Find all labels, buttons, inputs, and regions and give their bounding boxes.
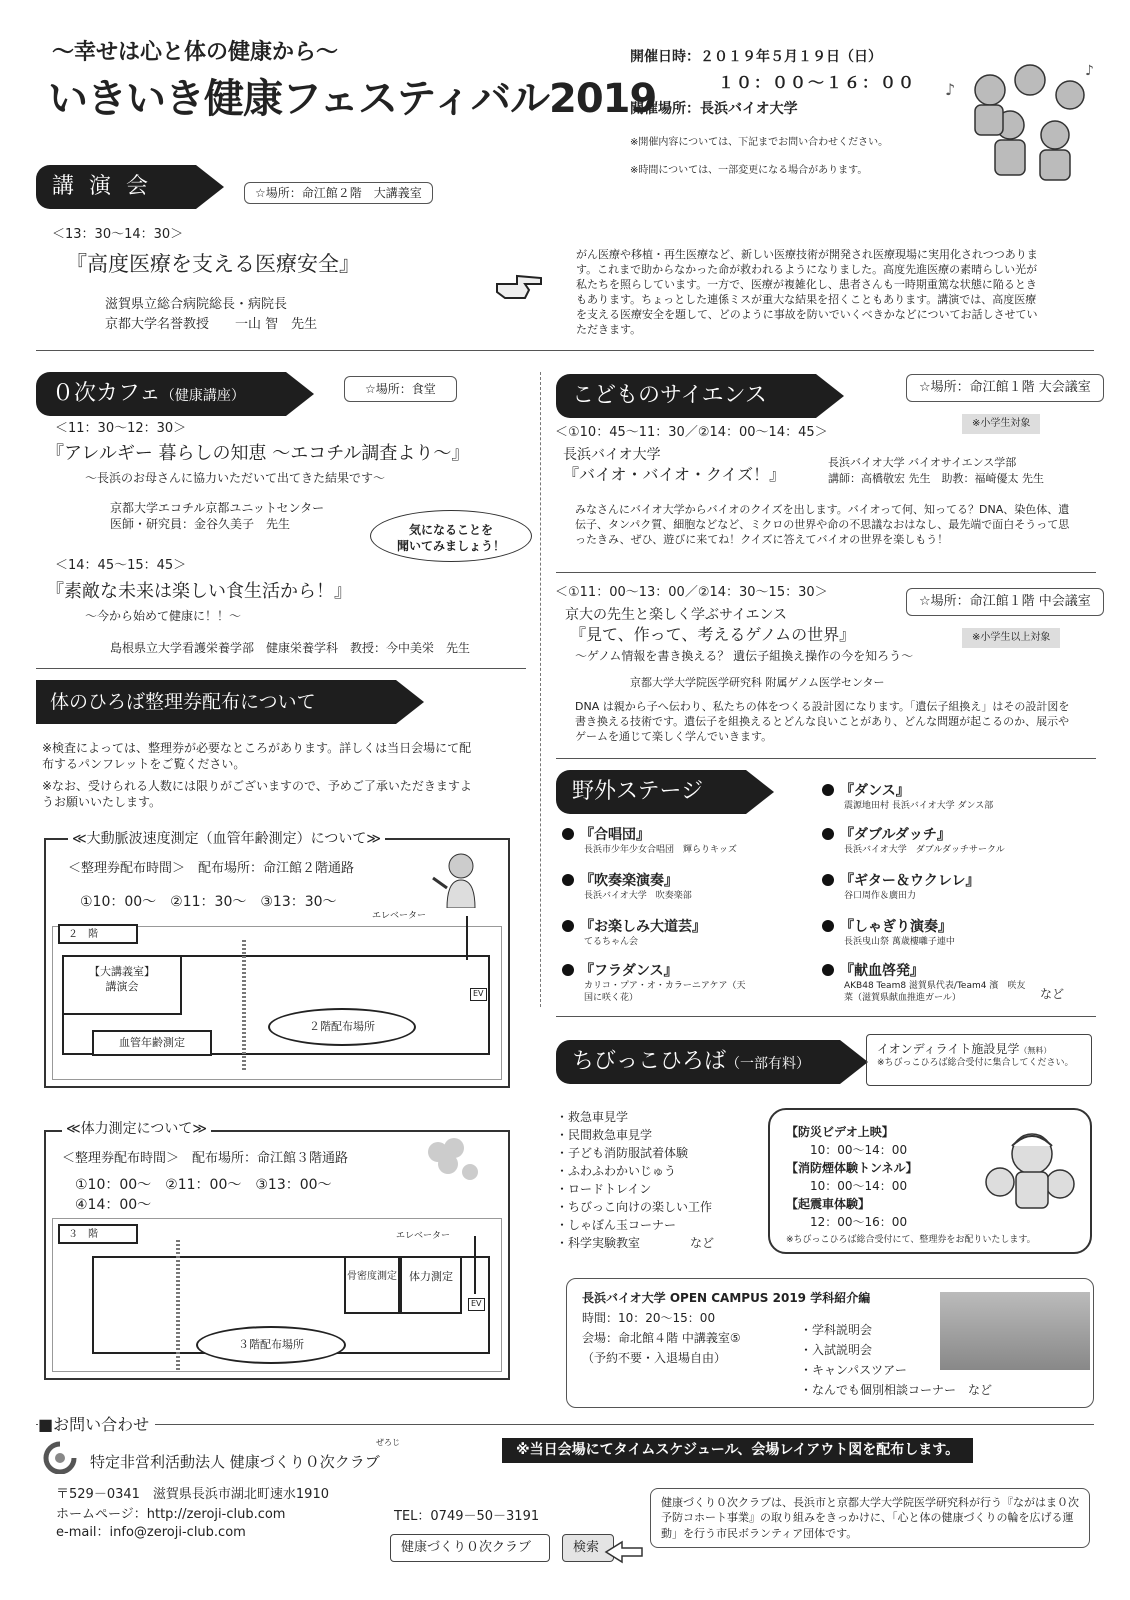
pwv-times: ①10：00～ ②11：30～ ③13：30～ xyxy=(80,894,337,910)
club-about: 健康づくり０次クラブは、長浜市と京都大学大学院医学研究科が行う『ながはま０次予防コホート事業』の取り組みをきっかけに、「心と体の健康づくりの輪を広げる運動」を行う市民ボランティア団体です。 xyxy=(650,1488,1090,1548)
speech-bubble: 気になることを 聞いてみましょう！ xyxy=(370,510,532,562)
stage-item-shagiri: 『しゃぎり演奏』 長浜曳山祭 萬歳樓囃子連中 xyxy=(822,918,955,949)
stage-tab: 野外ステージ xyxy=(556,770,746,814)
stage-item-street: 『お楽しみ大道芸』 てるちゃん会 xyxy=(562,918,706,949)
page-title: いきいき健康フェスティバル2019 xyxy=(48,76,657,122)
lecture-tab: 講 演 会 xyxy=(36,165,196,209)
lecture-title: 『高度医療を支える医療安全』 xyxy=(66,252,360,276)
ticket-note-1: ※検査によっては、整理券が必要なところがあります。詳しくは当日会場にて配布するパンフレットをご覧ください。 xyxy=(42,741,472,772)
floor-3-label: ３ 階 xyxy=(58,1224,138,1244)
kids-s1-dept: 長浜バイオ大学 バイオサイエンス学部 xyxy=(828,456,1017,469)
stage-item-chorus: 『合唱団』 長浜市少年少女合唱団 輝らりキッズ xyxy=(562,826,737,857)
fitness-times-2: ④14：00～ xyxy=(75,1197,152,1213)
room-vessel-age: 血管年齢測定 xyxy=(92,1030,212,1056)
room-lecture-hall: 【大講義室】 講演会 xyxy=(62,955,182,1015)
kids-s1-description: みなさんにバイオ大学からバイオのクイズを出します。バイオって何、知ってる？DNA、染色体、遺伝子、タンパク質、細胞などなど、ミクロの世界や命の不思議なおはなし、最先端で面白そうって思ったきみ、ぜひ、遊びに来てね！クイズに答えてバイオの世界を楽しもう！ xyxy=(575,503,1070,546)
event-date: 開催日時：２０１９年５月１９日（日） xyxy=(630,49,882,65)
room-fitness: 体力測定 xyxy=(400,1256,462,1314)
kids-s2-title: 『見て、作って、考えるゲノムの世界』 xyxy=(570,625,856,644)
stage-item-hula: 『フラダンス』 カリコ・プア・オ・カラーニアケア（天国に咲く花） xyxy=(562,962,754,1004)
list-item: ・科学実験教室 など xyxy=(556,1236,715,1250)
event-time: １０：００～１６：００ xyxy=(718,73,917,92)
list-item: ・キャンパスツアー xyxy=(800,1363,907,1377)
lecture-description: がん医療や移植・再生医療など、新しい医療技術が開発され医療現場に実用化されつつあります。これまで助からなかった命が救われるようになりました。高度先進医療の素晴らしい光が私たちを照らしています。一方で、医療が複雑化し、患者さんも一時期重篤な状態に陥るときもあります。ちょっとした連係ミスが重大な結果を招くこともあります。講演では、高度医療を支える医療安全を題して、どのように事故を防いでいくべきかなどについてお話しさせていただきます。 xyxy=(576,248,1038,336)
kids-s1-title: 『バイオ・バイオ・クイズ！』 xyxy=(563,465,786,484)
lecture-location: ☆場所：命江館２階 大講義室 xyxy=(244,182,433,204)
cafe-s1-person: 医師・研究員：金谷久美子 先生 xyxy=(110,517,291,531)
lecture-speaker-2: 京都大学名誉教授 一山 智 先生 xyxy=(105,317,318,332)
elevator-label-3: エレベーター xyxy=(396,1231,451,1241)
header-note-1: ※開催内容については、下記までお問い合わせください。 xyxy=(630,137,889,148)
kids-s2-time: ＜①11：00～13：00／②14：30～15：30＞ xyxy=(555,585,828,600)
search-button[interactable]: 検索 xyxy=(562,1534,614,1562)
list-item: ・ふわふわかいじゅう xyxy=(556,1164,677,1178)
org-ruby: ぜろじ xyxy=(376,1438,400,1447)
cafe-location: ☆場所：食堂 xyxy=(344,376,457,402)
list-item: ・なんでも個別相談コーナー など xyxy=(800,1383,993,1397)
contact-email[interactable]: e-mail：info@zeroji-club.com xyxy=(56,1525,246,1540)
cafe-s2-title: 『素敵な未来は楽しい食生活から！』 xyxy=(46,581,352,602)
contact-tel: TEL：0749－50－3191 xyxy=(394,1509,540,1524)
distribution-area-2: ２階配布場所 xyxy=(268,1008,416,1046)
ticket-note-2: ※なお、受けられる人数には限りがございますので、予めご了承いただきますようお願いいたします。 xyxy=(42,779,472,810)
cafe-s1-org: 京都大学エコチル京都ユニットセンター xyxy=(110,501,325,515)
stage-item-brass: 『吹奏楽演奏』 長浜バイオ大学 吹奏楽部 xyxy=(562,872,692,903)
program-note: ※ちびっこひろば総合受付にて、整理券をお配りいたします。 xyxy=(786,1235,1036,1245)
elevator-label-2: エレベーター xyxy=(372,911,427,921)
stage-etc: など xyxy=(1040,987,1065,1001)
campus-venue: 会場：命北館４階 中講義室⑤ xyxy=(582,1331,741,1345)
club-logo xyxy=(40,1440,80,1474)
list-item: ・救急車見学 xyxy=(556,1110,629,1124)
svg-text:♪: ♪ xyxy=(1085,63,1094,79)
lecture-time: ＜13：30～14：30＞ xyxy=(52,227,184,242)
chibikko-list xyxy=(556,1108,714,1252)
cafe-s2-person: 島根県立大学看護栄養学部 健康栄養学科 教授：今中美栄 先生 xyxy=(110,641,471,655)
floor-2-label: ２ 階 xyxy=(58,924,138,944)
kids-s1-org: 長浜バイオ大学 xyxy=(563,447,661,463)
svg-text:♪: ♪ xyxy=(945,80,956,99)
cafe-s1-title: 『アレルギー 暮らしの知恵 ～エコチル調査より～』 xyxy=(46,443,470,464)
woman-pointing-illustration xyxy=(425,848,485,908)
ev-label-3: EV xyxy=(468,1298,485,1311)
cafe-s1-time: ＜11：30～12：30＞ xyxy=(55,421,187,436)
chibikko-tab: ちびっこひろば（一部有料） xyxy=(556,1040,840,1084)
list-item: ・入試説明会 xyxy=(800,1343,873,1357)
pointing-hand-icon xyxy=(495,268,543,304)
list-item: ・ちびっこ向けの楽しい工作 xyxy=(556,1200,713,1214)
fitness-distribution: ＜整理券配布時間＞ 配布場所：命江館３階通路 xyxy=(62,1151,349,1166)
cafe-tab: ０次カフェ（健康講座） xyxy=(36,372,286,416)
kids-s2-person: 京都大学大学院医学研究科 附属ゲノム医学センター xyxy=(630,676,885,689)
kids-location-1: ☆場所：命江館１階 大会議室 xyxy=(906,374,1104,402)
stage-item-doubledutch: 『ダブルダッチ』 長浜バイオ大学 ダブルダッチサークル xyxy=(822,826,1005,857)
lecture-speaker-1: 滋賀県立総合病院総長・病院長 xyxy=(105,297,288,312)
dancing-kids-illustration xyxy=(940,55,1100,185)
kids-s2-org: 京大の先生と楽しく学ぶサイエンス xyxy=(565,607,788,623)
cafe-s1-subtitle: ～長浜のお母さんに協力いただいて出てきた結果です～ xyxy=(85,471,386,485)
org-name: 特定非営利活動法人 健康づくり０次クラブ xyxy=(90,1453,380,1471)
list-item: ・学科説明会 xyxy=(800,1323,873,1337)
kids-target-2: ※小学生以上対象 xyxy=(962,628,1060,648)
distribution-area-3: ３階配布場所 xyxy=(196,1326,346,1364)
list-item: ・ロードトレイン xyxy=(556,1182,652,1196)
list-item: ・しゃぼん玉コーナー xyxy=(556,1218,677,1232)
event-venue: 開催場所：長浜バイオ大学 xyxy=(630,101,798,117)
cafe-s2-subtitle: ～今から始めて健康に！！～ xyxy=(85,609,242,623)
program-smoke-time: 10：00～14：00 xyxy=(810,1179,908,1193)
schedule-banner: ※当日会場にてタイムスケジュール、会場レイアウト図を配布します。 xyxy=(502,1438,973,1463)
list-item: ・民間救急車見学 xyxy=(556,1128,653,1142)
kids-science-tab: こどものサイエンス xyxy=(556,374,816,418)
fitness-title: ≪体力測定について≫ xyxy=(62,1120,211,1139)
cafe-s2-time: ＜14：45～15：45＞ xyxy=(55,558,187,573)
firefighter-kids-illustration xyxy=(980,1124,1080,1214)
stage-item-blood: 『献血啓発』 AKB48 Team8 滋賀県代表/Team4 濱 咲友菜（滋賀県献血推進ガール） xyxy=(822,962,1029,1004)
kids-location-2: ☆場所：命江館１階 中会議室 xyxy=(906,588,1104,616)
header-note-2: ※時間については、一部変更になる場合があります。 xyxy=(630,165,868,176)
kids-s1-person: 講師：高橋敬宏 先生 助教：福崎優太 先生 xyxy=(828,472,1044,485)
program-quake-title: 【起震車体験】 xyxy=(786,1197,871,1211)
list-item: ・子ども消防服試着体験 xyxy=(556,1146,689,1160)
pointer-hand-icon xyxy=(604,1540,644,1566)
program-video-time: 10：00～14：00 xyxy=(810,1143,908,1157)
program-smoke-title: 【消防煙体験トンネル】 xyxy=(786,1161,918,1175)
campus-group-photo xyxy=(940,1292,1090,1370)
program-quake-time: 12：00～16：00 xyxy=(810,1215,908,1229)
room-bone-density: 骨密度測定 xyxy=(344,1256,400,1314)
clover-decoration xyxy=(418,1132,488,1190)
fitness-times: ①10：00～ ②11：00～ ③13：00～ xyxy=(75,1177,332,1193)
contact-address: 〒529－0341 滋賀県長浜市湖北町速水1910 xyxy=(56,1487,329,1502)
pwv-distribution: ＜整理券配布時間＞ 配布場所：命江館２階通路 xyxy=(68,861,355,876)
subtitle: ～幸せは心と体の健康から～ xyxy=(52,40,339,65)
stage-item-dance: 『ダンス』 震源地田村 長浜バイオ大学 ダンス部 xyxy=(822,782,993,813)
pwv-title: ≪大動脈波速度測定（血管年齢測定）について≫ xyxy=(68,830,385,849)
campus-title: 長浜バイオ大学 OPEN CAMPUS 2019 学科紹介編 xyxy=(582,1291,871,1305)
kids-s2-subtitle: ～ゲノム情報を書き換える？ 遺伝子組換え操作の今を知ろう～ xyxy=(575,649,914,663)
kids-s2-description: DNA は親から子へ伝わり、私たちの体をつくる設計図になります。「遺伝子組換え」はその設計図を書き換える技術です。遺伝子を組換えるとどんな良いことがあり、どんな問題が起こるのか、展示やゲームを通じて楽しく学んでいきます。 xyxy=(575,700,1070,743)
kids-s1-time: ＜①10：45～11：30／②14：00～14：45＞ xyxy=(555,425,828,440)
kids-target-1: ※小学生対象 xyxy=(962,414,1040,434)
ticket-tab: 体のひろば整理券配布について xyxy=(36,680,396,724)
contact-homepage[interactable]: ホームページ：http://zeroji-club.com xyxy=(56,1507,286,1522)
search-input[interactable]: 健康づくり０次クラブ xyxy=(390,1534,550,1562)
facility-tour-scroll: イオンディライト施設見学（無料） ※ちびっこひろば総合受付に集合してください。 xyxy=(866,1034,1092,1086)
campus-time: 時間：10：20～15：00 xyxy=(582,1311,716,1325)
campus-note: （予約不要・入退場自由） xyxy=(582,1351,727,1365)
stage-item-guitar: 『ギター＆ウクレレ』 谷口周作＆廣田力 xyxy=(822,872,980,903)
program-video-title: 【防災ビデオ上映】 xyxy=(786,1125,894,1139)
contact-heading: ■お問い合わせ xyxy=(38,1414,155,1436)
ev-label-2: EV xyxy=(470,988,487,1001)
